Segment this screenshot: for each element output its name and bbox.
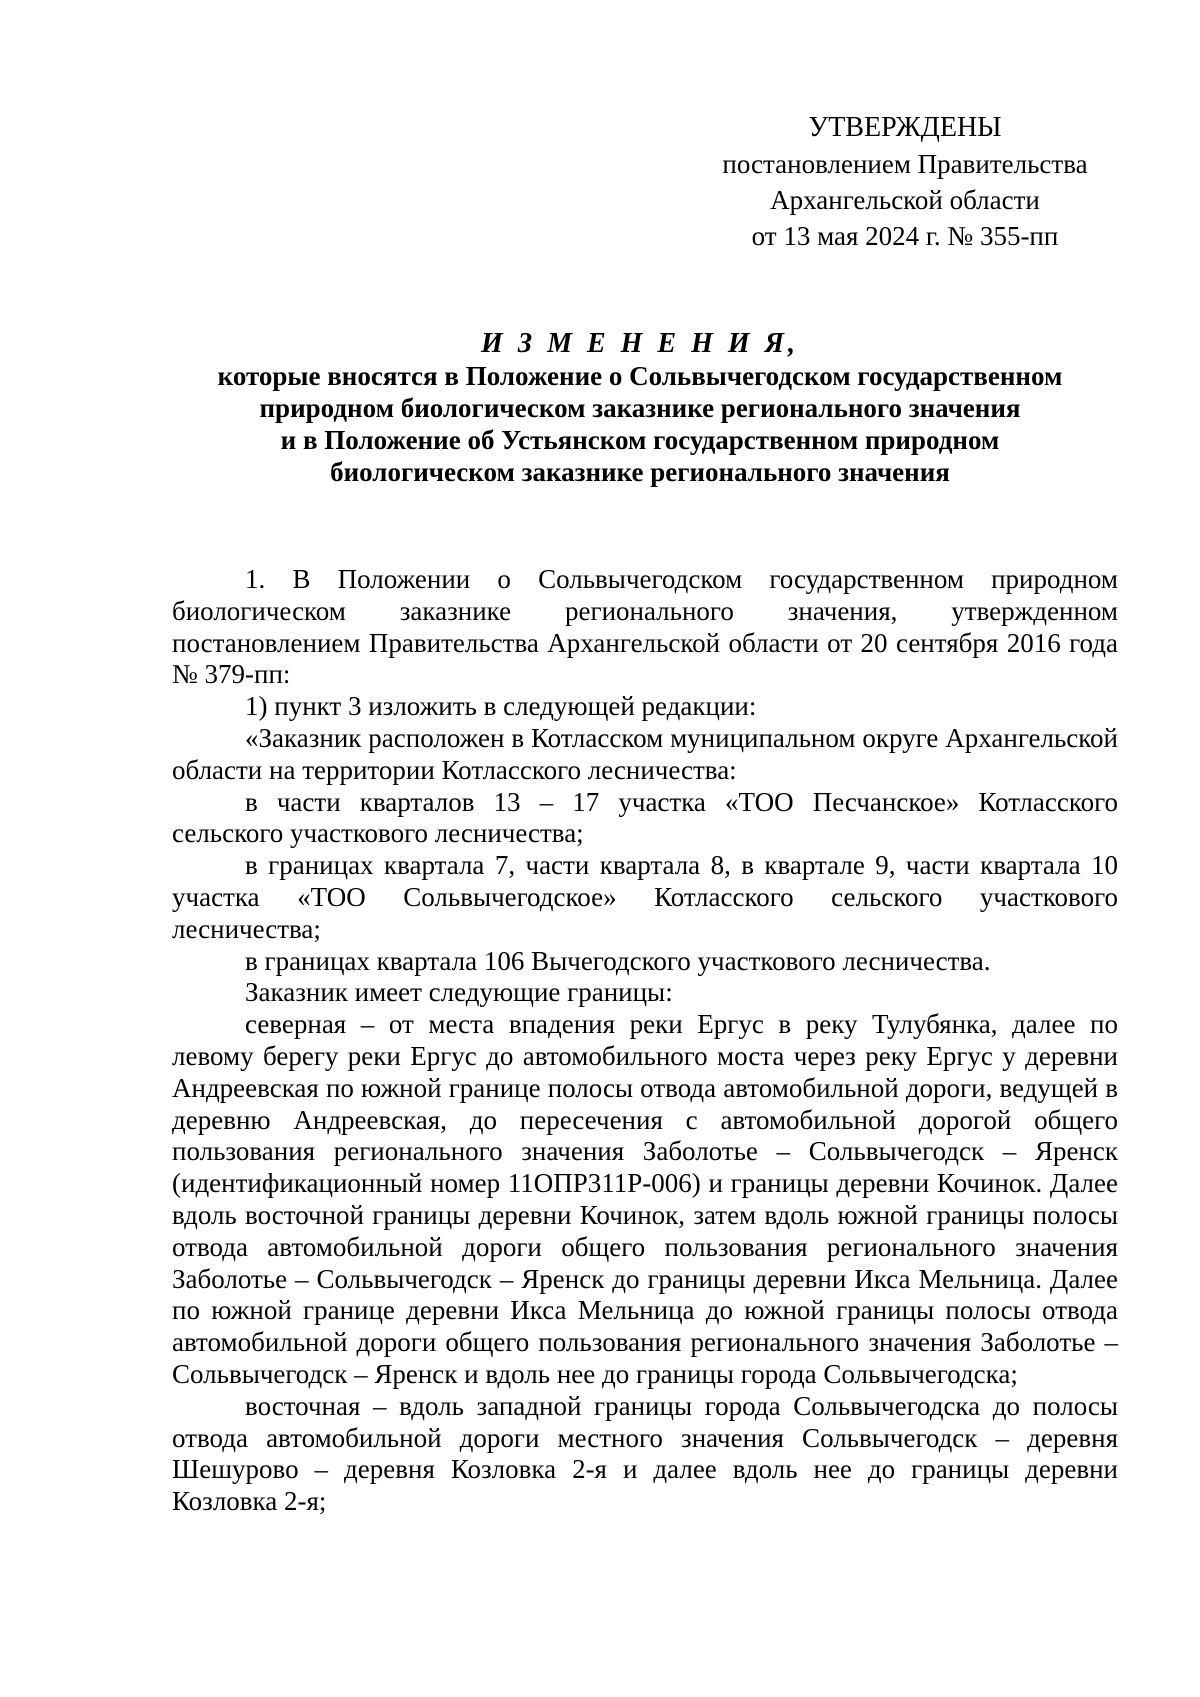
document-body bbox=[172, 564, 1118, 1518]
approval-line: Архангельской области bbox=[770, 185, 1040, 215]
heading-line: и в Положение об Устьянском государственном природном bbox=[280, 425, 1000, 455]
document-heading bbox=[175, 328, 1105, 488]
approval-date-line: от 13 мая 2024 г. № 355-пп bbox=[751, 221, 1059, 251]
paragraph: северная – от места впадения реки Ергус в реку Тулубянка, далее по левому берегу реки Ергус до автомобильного моста через реку Ергус у деревни Андреевская по южной границе полосы отвода автомобильной дороги, ведущей в деревню Андреевская, до пересечения с автомобильной дорогой общего пользования регионального значения Заболотье – Сольвычегодск – Яренск (идентификационный номер 11ОПР311Р-006) и границы деревни Кочинок. Далее вдоль восточной границы деревни Кочинок, затем вдоль южной границы полосы отвода автомобильной дороги общего пользования регионального значения Заболотье – Сольвычегодск – Яренск до границы деревни Икса Мельница. Далее по южной границе деревни Икса Мельница до южной границы полосы отвода автомобильной дороги общего пользования регионального значения Заболотье – Сольвычегодск – Яренск и вдоль нее до границы города Сольвычегодска; bbox=[172, 1009, 1118, 1389]
paragraph: в границах квартала 7, части квартала 8, в квартале 9, части квартала 10 участка «ТОО Сольвычегодское» Котласского сельского участкового лесничества; bbox=[172, 850, 1118, 944]
heading-line: биологическом заказнике регионального значения bbox=[330, 457, 950, 487]
heading-line: которые вносятся в Положение о Сольвычегодском государственном bbox=[217, 361, 1063, 391]
paragraph: 1) пункт 3 изложить в следующей редакции: bbox=[245, 691, 757, 722]
paragraph: в границах квартала 106 Вычегодского участкового лесничества. bbox=[245, 945, 991, 976]
approval-title: УТВЕРЖДЕНЫ bbox=[808, 112, 1002, 143]
paragraph: в части кварталов 13 – 17 участка «ТОО Песчанское» Котласского сельского участкового лесничества; bbox=[172, 786, 1118, 849]
paragraph: Заказник имеет следующие границы: bbox=[245, 977, 673, 1008]
paragraph: «Заказник расположен в Котласском муниципальном округе Архангельской области на территории Котласского лесничества: bbox=[172, 722, 1118, 785]
heading-title: И З М Е Н Е Н И Я, bbox=[481, 328, 799, 359]
heading-line: природном биологическом заказнике регионального значения bbox=[259, 393, 1021, 423]
approval-line: постановлением Правительства bbox=[722, 149, 1088, 179]
paragraph: восточная – вдоль западной границы города Сольвычегодска до полосы отвода автомобильной дороги местного значения Сольвычегодск – деревня Шешурово – деревня Козловка 2-я и далее вдоль нее до границы деревни Козловка 2-я; bbox=[172, 1390, 1118, 1517]
paragraph: 1. В Положении о Сольвычегодском государственном природном биологическом заказнике регионального значения, утвержденном постановлением Правительства Архангельской области от 20 сентября 2016 года № 379-пп: bbox=[172, 564, 1118, 690]
approval-block bbox=[690, 110, 1120, 254]
